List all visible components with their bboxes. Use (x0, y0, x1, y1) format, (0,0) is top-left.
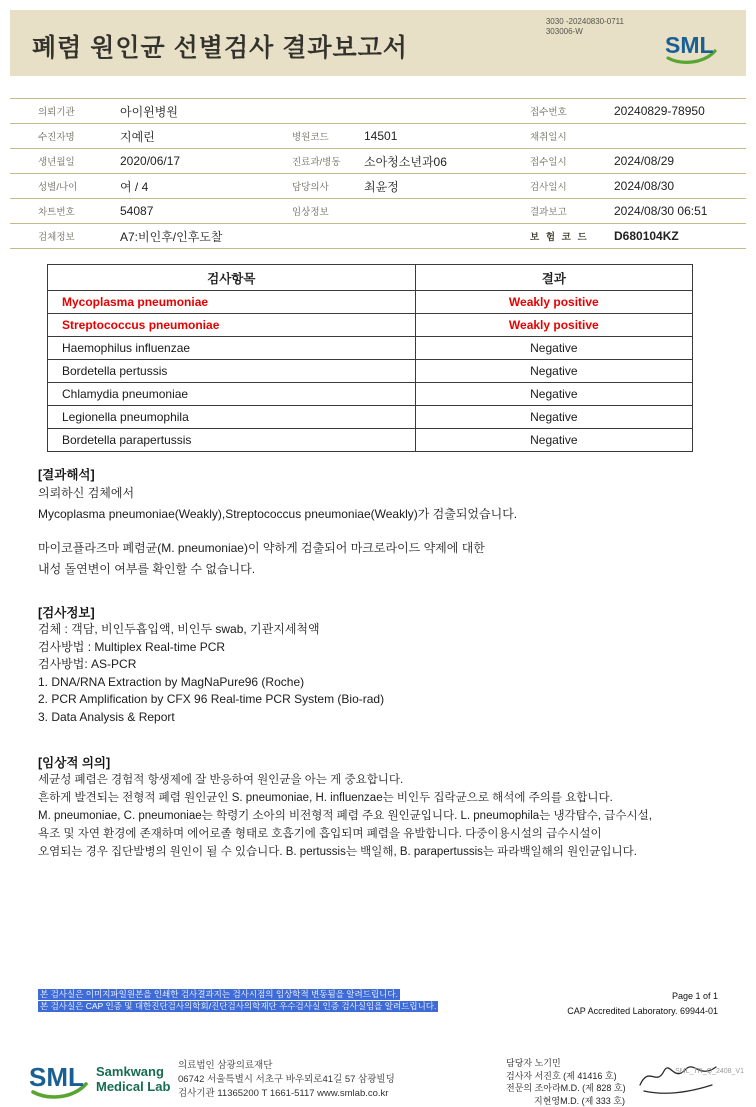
table-row (48, 314, 693, 337)
test-name: Chlamydia pneumoniae (48, 383, 416, 406)
footer-logo-block (28, 1055, 178, 1103)
info-row-chart-no (10, 199, 746, 224)
test-result: Negative (415, 429, 692, 452)
field-value: 14501 (364, 129, 530, 143)
field-value: 54087 (120, 204, 292, 218)
field-label: 채취일시 (530, 129, 614, 143)
interpretation-line: 마이코플라즈마 폐렴균(M. pneumoniae)이 약하게 검출되어 마크로라이드 약제에 대한 (38, 538, 716, 559)
interpretation-section (38, 465, 716, 579)
test-result: Weakly positive (415, 291, 692, 314)
report-page (0, 10, 756, 1079)
results-table (47, 264, 693, 452)
test-name: Streptococcus pneumoniae (48, 314, 416, 337)
page-title: 폐렴 원인균 선별검사 결과보고서 (32, 28, 746, 64)
page-number-block (567, 989, 718, 1019)
field-label: 임상정보 (292, 204, 364, 218)
sml-footer-logo-icon (28, 1055, 90, 1103)
results-header-row (48, 265, 693, 291)
interpretation-line: Mycoplasma pneumoniae(Weakly),Streptococcus pneumoniae(Weakly)가 검출되었습니다. (38, 504, 716, 525)
barcode-codes (546, 17, 624, 37)
info-row-patient-name (10, 124, 746, 149)
company-contact: 검사기관 11365200 T 1661-5117 www.smlab.co.kr (178, 1087, 478, 1101)
accreditation-disclaimer (38, 989, 438, 1013)
field-label: 담당의사 (292, 179, 364, 193)
field-label: 검체정보 (38, 229, 120, 243)
test-result: Negative (415, 383, 692, 406)
test-info-heading: [검사정보] (38, 603, 716, 621)
footer-address-block (178, 1059, 478, 1101)
field-value: 아이윈병원 (120, 103, 292, 120)
interpretation-heading: [결과해석] (38, 465, 716, 483)
table-row (48, 291, 693, 314)
interpretation-line: 내성 돌연변이 여부를 확인할 수 없습니다. (38, 559, 716, 580)
results-header-result: 결과 (415, 265, 692, 291)
report-footer (28, 1055, 744, 1107)
clinical-line: 세균성 폐렴은 경험적 항생제에 잘 반응하여 원인균을 아는 게 중요합니다. (38, 771, 716, 789)
field-value: 최윤정 (364, 178, 530, 195)
field-value: 소아청소년과06 (364, 153, 530, 170)
form-code: 303006-W (546, 27, 624, 37)
info-row-sex-age (10, 174, 746, 199)
clinical-line: 욕조 및 자연 환경에 존재하며 에어로졸 형태로 호흡기에 흡입되며 폐렴을 유발합니다. 다중이용시설의 급수시설이 (38, 825, 716, 843)
field-label: 검사일시 (530, 179, 614, 193)
field-label: 진료과/병동 (292, 154, 364, 168)
test-info-section (38, 603, 716, 726)
company-address: 06742 서울특별시 서초구 바우뫼로41길 57 삼광빌딩 (178, 1073, 478, 1087)
field-label: 접수번호 (530, 104, 614, 118)
clinical-line: 오염되는 경우 집단발병의 원인이 될 수 있습니다. B. pertussis는 백일해, B. parapertussis는 파라백일해의 원인균입니다. (38, 843, 716, 861)
test-name: Legionella pneumophila (48, 406, 416, 429)
field-value: 2020/06/17 (120, 154, 292, 168)
field-value: 20240829-78950 (614, 104, 746, 118)
table-row (48, 406, 693, 429)
field-value: 2024/08/29 (614, 154, 746, 168)
info-row-specimen (10, 224, 746, 249)
staff-manager: 담당자 노기민 (506, 1057, 626, 1070)
clinical-line: M. pneumoniae, C. pneumoniae는 학령기 소아의 비전형적 폐렴 주요 원인균입니다. L. pneumophila는 냉각탑수, 급수시설, (38, 807, 716, 825)
test-result: Negative (415, 360, 692, 383)
staff-specialist-2: 지현영M.D. (제 333 호) (506, 1095, 626, 1107)
staff-examiner: 검사자 서진호 (제 41416 호) (506, 1070, 626, 1083)
clinical-line: 흔하게 발견되는 전형적 폐렴 원인균인 S. pneumoniae, H. influenzae는 비인두 집락균으로 해석에 주의를 요합니다. (38, 789, 716, 807)
info-row-institution (10, 99, 746, 124)
signature-icon (634, 1057, 724, 1099)
field-label: 결과보고 (530, 204, 614, 218)
results-header-test: 검사항목 (48, 265, 416, 291)
table-row (48, 429, 693, 452)
field-label: 수진자명 (38, 129, 120, 143)
test-name: Mycoplasma pneumoniae (48, 291, 416, 314)
table-row (48, 360, 693, 383)
test-result: Negative (415, 406, 692, 429)
field-value: A7:비인후/인후도찰 (120, 228, 292, 245)
page-number: Page 1 of 1 (567, 989, 718, 1004)
field-label: 병원코드 (292, 129, 364, 143)
field-label: 차트번호 (38, 204, 120, 218)
document-version-code: SML_TR_Q_2408_V1 (675, 1068, 744, 1075)
disclaimer-line: 본 검사실은 CAP 인증 및 대한진단검사의학회/진단검사의학재단 우수검사실 인증 검사실임을 알려드립니다. (38, 1001, 438, 1012)
company-name: 의료법인 삼광의료재단 (178, 1059, 478, 1073)
clinical-heading: [임상적 의의] (38, 753, 716, 771)
field-value: 여 / 4 (120, 178, 292, 195)
table-row (48, 337, 693, 360)
page-meta-row (38, 989, 718, 1019)
test-name: Bordetella parapertussis (48, 429, 416, 452)
table-row (48, 383, 693, 406)
field-label: 보 험 코 드 (530, 229, 614, 243)
test-info-line: 1. DNA/RNA Extraction by MagNaPure96 (Roche) (38, 674, 716, 692)
svg-text:SML: SML (29, 1062, 84, 1092)
field-label: 생년월일 (38, 154, 120, 168)
interpretation-line: 의뢰하신 검체에서 (38, 483, 716, 504)
cap-accreditation: CAP Accredited Laboratory. 69944-01 (567, 1004, 718, 1019)
field-value: 지예린 (120, 128, 292, 145)
svg-text:SML: SML (665, 32, 714, 58)
field-label: 의뢰기관 (38, 104, 120, 118)
test-result: Negative (415, 337, 692, 360)
field-value: D680104KZ (614, 229, 746, 243)
staff-specialist-1: 전문의 조아라M.D. (제 828 호) (506, 1082, 626, 1095)
field-value: 2024/08/30 (614, 179, 746, 193)
accession-code: 3030 -20240830-0711 (546, 17, 624, 27)
field-label: 접수일시 (530, 154, 614, 168)
sml-logo-icon (664, 26, 718, 68)
test-name: Bordetella pertussis (48, 360, 416, 383)
report-header (10, 10, 746, 76)
patient-info-table (10, 98, 746, 249)
footer-staff-block (506, 1057, 626, 1107)
footer-logo-name: Samkwang Medical Lab (96, 1064, 170, 1094)
test-info-line: 검사방법: AS-PCR (38, 656, 716, 674)
info-row-birthdate (10, 149, 746, 174)
disclaimer-line: 본 검사실은 이미지파일원본을 인쇄한 검사결과지는 검사시점의 임상학적 변동됨을 알려드립니다. (38, 989, 400, 1000)
field-label: 성별/나이 (38, 179, 120, 193)
test-info-line: 검체 : 객담, 비인두흡입액, 비인두 swab, 기관지세척액 (38, 621, 716, 639)
test-name: Haemophilus influenzae (48, 337, 416, 360)
field-value: 2024/08/30 06:51 (614, 204, 746, 218)
test-info-line: 2. PCR Amplification by CFX 96 Real-time PCR System (Bio-rad) (38, 691, 716, 709)
clinical-significance-section (38, 753, 716, 861)
test-info-line: 검사방법 : Multiplex Real-time PCR (38, 639, 716, 657)
test-info-line: 3. Data Analysis & Report (38, 709, 716, 727)
test-result: Weakly positive (415, 314, 692, 337)
